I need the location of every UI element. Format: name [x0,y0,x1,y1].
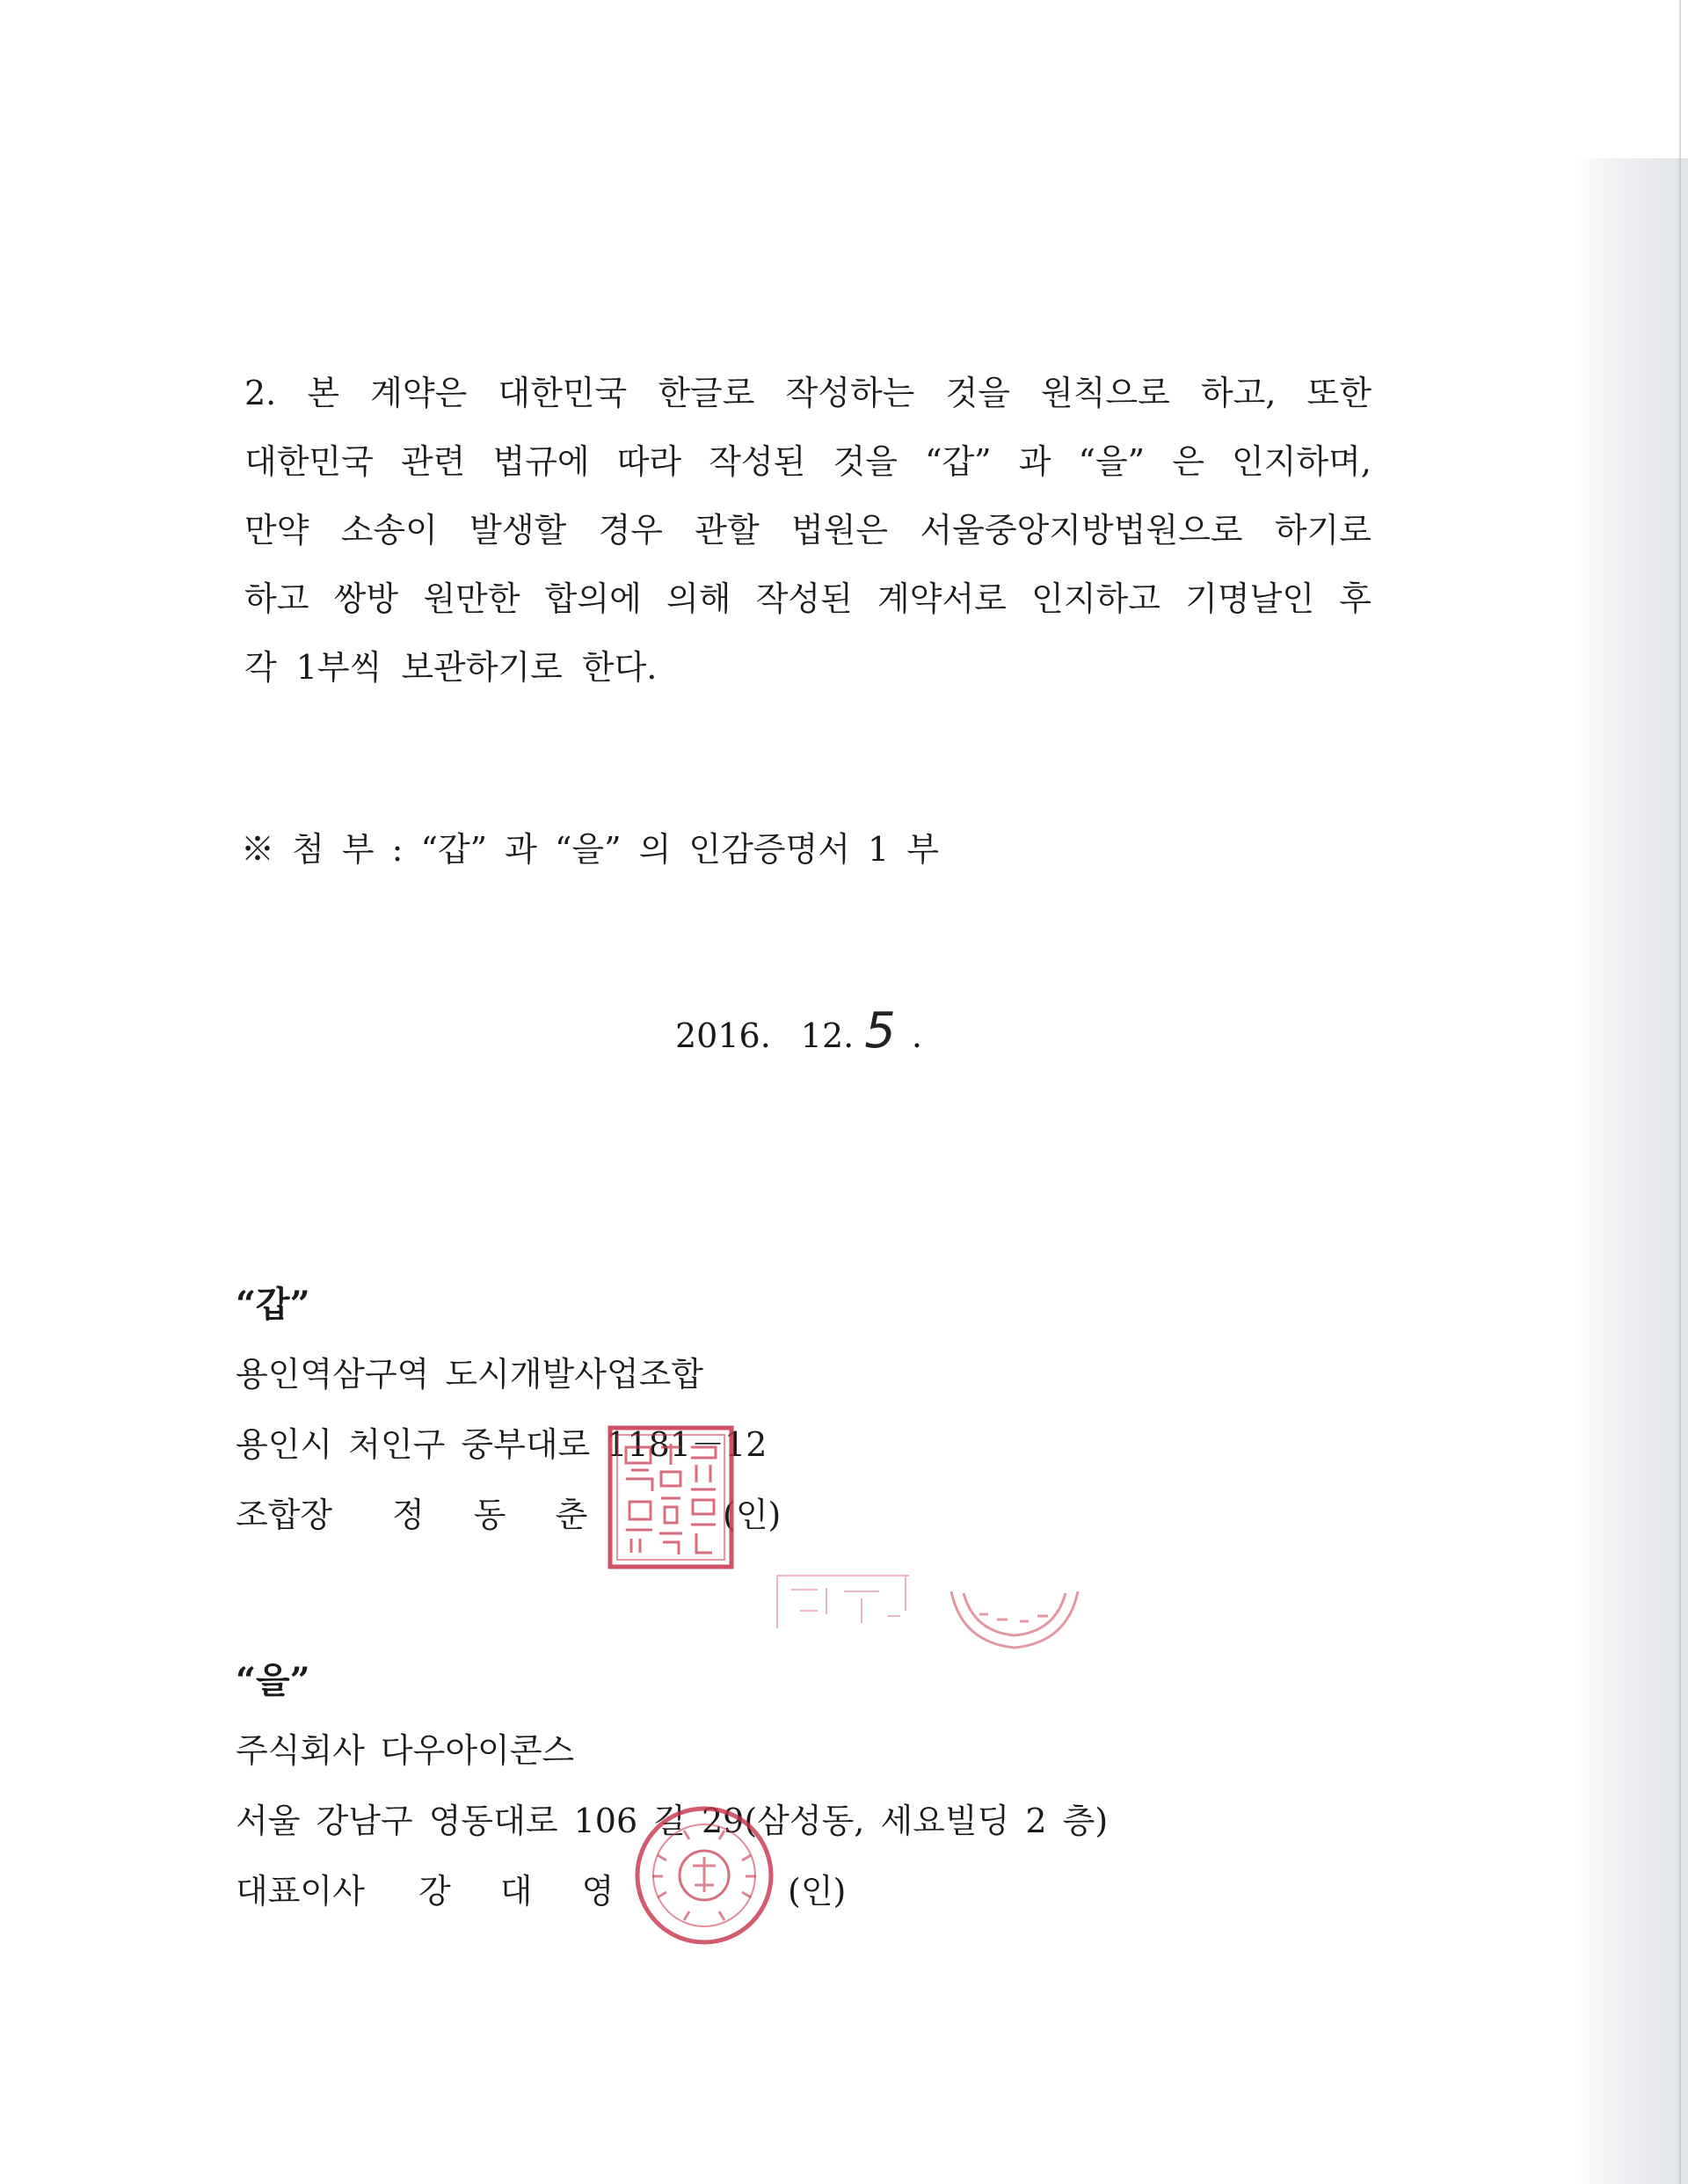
clause-line [244,427,1372,496]
party-b-org: 주식회사 다우아이콘스 [236,1731,575,1770]
party-a-square-seal [605,1423,737,1572]
clause-word: 원만한 [423,579,520,618]
clause-word: 법원은 [791,511,889,550]
clause-word: 본 [307,374,340,412]
party-b-label: “을” [236,1660,310,1701]
clause-word: 또한 [1306,374,1372,412]
clause-word: 것을 [945,374,1010,412]
clause-word: 작성하는 [785,374,915,412]
clause-word: 한다. [581,648,658,687]
date-month: 12. [800,1016,855,1055]
clause-word: 후 [1339,579,1372,618]
date-year: 2016. [675,1016,771,1055]
clause-word: 소송이 [340,511,438,550]
clause-word: 작성된 [709,442,806,481]
clause-line [244,633,1372,702]
clause-word: 경우 [598,511,663,550]
contract-date [675,1002,922,1059]
clause-word: 인지하고 [1031,579,1160,618]
party-a-label: “갑” [236,1284,310,1325]
party-a-seal-mark: (인) [723,1496,782,1534]
clause-word: 한글로 [658,374,755,412]
party-a-address: 용인시 처인구 중부대로 1181－12 [236,1425,768,1464]
clause-word: 대한민국 [498,374,628,412]
clause-word: “갑” [925,442,992,481]
clause-word: 2. [244,374,277,412]
party-b-name: 강 대 영 [418,1872,634,1911]
clause-line [244,359,1372,427]
party-b-round-seal [631,1802,777,1948]
clause-word: 합의에 [544,579,642,618]
clause-word: 원칙으로 [1041,374,1170,412]
clause-word: 것을 [833,442,898,481]
scan-edge-shadow [1574,158,1688,2184]
clause-paragraph [244,359,1372,702]
clause-word: 관할 [695,511,760,550]
clause-word: 각 [244,648,277,687]
faint-stamp-rectangular [774,1572,914,1637]
attachment-note: ※ 첨 부 : “갑” 과 “을” 의 인감증명서 1 부 [241,830,939,869]
party-a-title: 조합장 [236,1496,333,1534]
clause-word: 법규에 [492,442,590,481]
party-b-title: 대표이사 [236,1872,365,1911]
clause-word: 작성된 [755,579,853,618]
party-b-seal-mark: (인) [788,1872,847,1911]
party-b-address: 서울 강남구 영동대로 106 길 29(삼성동, 세요빌딩 2 층) [236,1802,1109,1840]
faint-stamp-round [944,1574,1085,1653]
clause-word: 쌍방 [333,579,399,618]
clause-word: 은 [1172,442,1204,481]
date-end: . [911,1016,922,1055]
party-a-name: 정 동 춘 [392,1496,608,1534]
clause-word: 하고, [1200,374,1277,412]
clause-word: 1부씩 [295,648,382,687]
clause-word: 따라 [616,442,682,481]
clause-word: 만약 [244,511,309,550]
clause-word: 하기로 [1274,511,1372,550]
clause-word: “을” [1078,442,1146,481]
clause-word: 기명날인 [1185,579,1315,618]
clause-word: 발생할 [469,511,567,550]
date-day-handwritten: 5 [864,1002,896,1059]
party-a-org: 용인역삼구역 도시개발사업조합 [236,1355,703,1394]
clause-word: 계약서로 [877,579,1007,618]
scan-edge-line [1679,0,1681,2184]
clause-word: 대한민국 [244,442,374,481]
clause-word: 과 [1018,442,1051,481]
clause-word: 서울중앙지방법원으로 [920,511,1243,550]
clause-word: 하고 [244,579,309,618]
clause-word: 인지하며, [1232,442,1372,481]
clause-word: 계약은 [370,374,468,412]
clause-word: 관련 [400,442,466,481]
clause-line [244,496,1372,564]
clause-word: 보관하기로 [401,648,563,687]
clause-line [244,564,1372,633]
clause-word: 의해 [666,579,731,618]
